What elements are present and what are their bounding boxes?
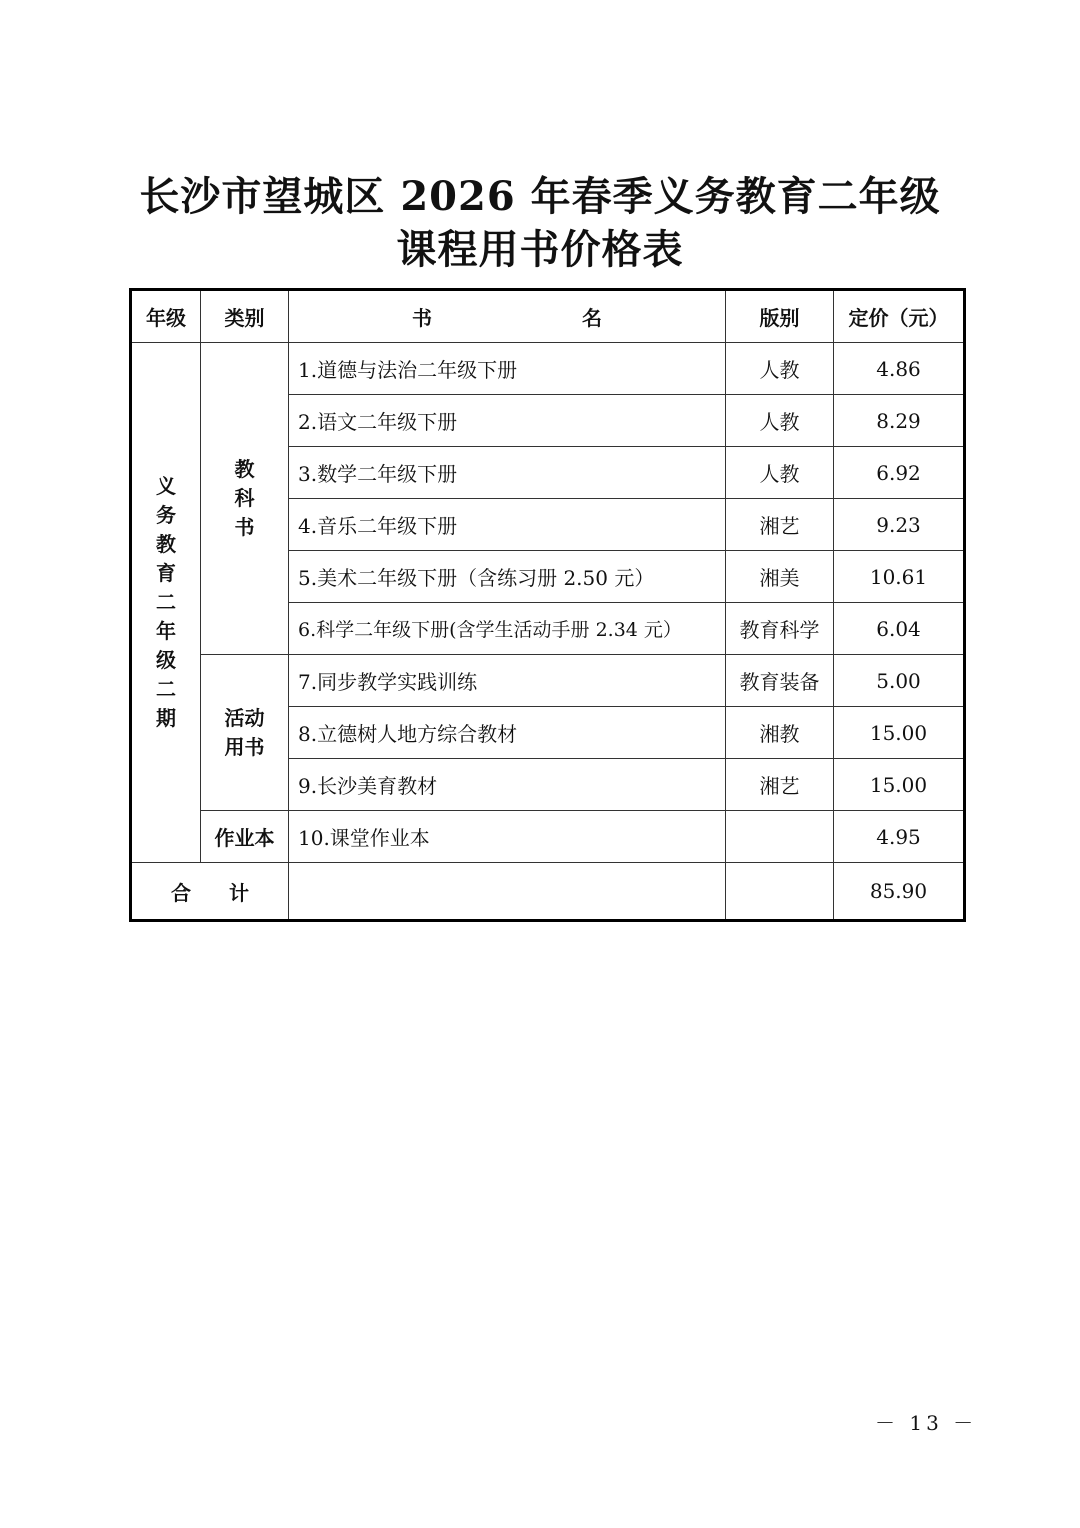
book-price: 5.00: [834, 655, 965, 707]
category-char: 教: [234, 457, 255, 481]
book-price: 10.61: [834, 551, 965, 603]
total-label: [131, 863, 289, 921]
book-name: 7.同步教学实践训练: [289, 655, 726, 707]
grade-char: 义: [156, 474, 176, 498]
total-label-left: 合: [171, 880, 191, 905]
grade-char: 教: [156, 532, 176, 556]
book-price: 4.95: [834, 811, 965, 863]
header-book-name: [289, 290, 726, 343]
document-title-line1: 长沙市望城区 2026 年春季义务教育二年级: [139, 173, 941, 220]
category-activity: [201, 655, 289, 811]
grade-char: 级: [156, 648, 176, 672]
book-price: 6.92: [834, 447, 965, 499]
book-price: 6.04: [834, 603, 965, 655]
book-price: 15.00: [834, 759, 965, 811]
header-price: 定价（元）: [834, 290, 965, 343]
book-name: 9.长沙美育教材: [289, 759, 726, 811]
category-line: 活动: [224, 705, 265, 730]
category-char: 科: [234, 486, 255, 510]
book-edition: 湘艺: [726, 499, 834, 551]
book-name: 3.数学二年级下册: [289, 447, 726, 499]
table-header-row: [131, 290, 965, 343]
grade-cell: [131, 343, 201, 863]
book-name: 10.课堂作业本: [289, 811, 726, 863]
book-edition: 人教: [726, 395, 834, 447]
page-number: － 13 －: [875, 1411, 978, 1435]
grade-char: 年: [156, 619, 176, 643]
book-edition: 湘教: [726, 707, 834, 759]
table-row: [131, 655, 965, 707]
header-book-name-left: 书: [412, 306, 432, 330]
book-price: 4.86: [834, 343, 965, 395]
header-book-name-right: 名: [582, 306, 602, 330]
book-edition: 湘艺: [726, 759, 834, 811]
total-edition-empty: [726, 863, 834, 921]
grade-char: 育: [156, 561, 176, 585]
book-edition: 教育科学: [726, 603, 834, 655]
category-char: 书: [234, 515, 255, 539]
category-line: 用书: [224, 734, 265, 759]
price-table: [129, 288, 966, 922]
book-edition: 人教: [726, 447, 834, 499]
header-grade: 年级: [131, 290, 201, 343]
total-price: 85.90: [834, 863, 965, 921]
grade-char: 务: [156, 503, 176, 527]
book-name: 2.语文二年级下册: [289, 395, 726, 447]
book-price: 9.23: [834, 499, 965, 551]
total-label-right: 计: [229, 880, 249, 905]
book-price: 15.00: [834, 707, 965, 759]
document-title-line2: 课程用书价格表: [396, 226, 684, 273]
header-category: 类别: [201, 290, 289, 343]
book-edition: 人教: [726, 343, 834, 395]
book-name: 1.道德与法治二年级下册: [289, 343, 726, 395]
book-name: 4.音乐二年级下册: [289, 499, 726, 551]
grade-char: 期: [156, 706, 176, 730]
book-name: 8.立德树人地方综合教材: [289, 707, 726, 759]
header-edition: 版别: [726, 290, 834, 343]
book-edition: [726, 811, 834, 863]
table-row: [131, 343, 965, 395]
category-homework: 作业本: [201, 811, 289, 863]
grade-char: 二: [156, 590, 176, 614]
total-name-empty: [289, 863, 726, 921]
category-textbook: [201, 343, 289, 655]
book-name: 6.科学二年级下册(含学生活动手册 2.34 元）: [289, 603, 726, 655]
table-row: [131, 811, 965, 863]
grade-char: 二: [156, 677, 176, 701]
book-edition: 教育装备: [726, 655, 834, 707]
total-row: [131, 863, 965, 921]
book-price: 8.29: [834, 395, 965, 447]
book-name: 5.美术二年级下册（含练习册 2.50 元）: [289, 551, 726, 603]
book-edition: 湘美: [726, 551, 834, 603]
